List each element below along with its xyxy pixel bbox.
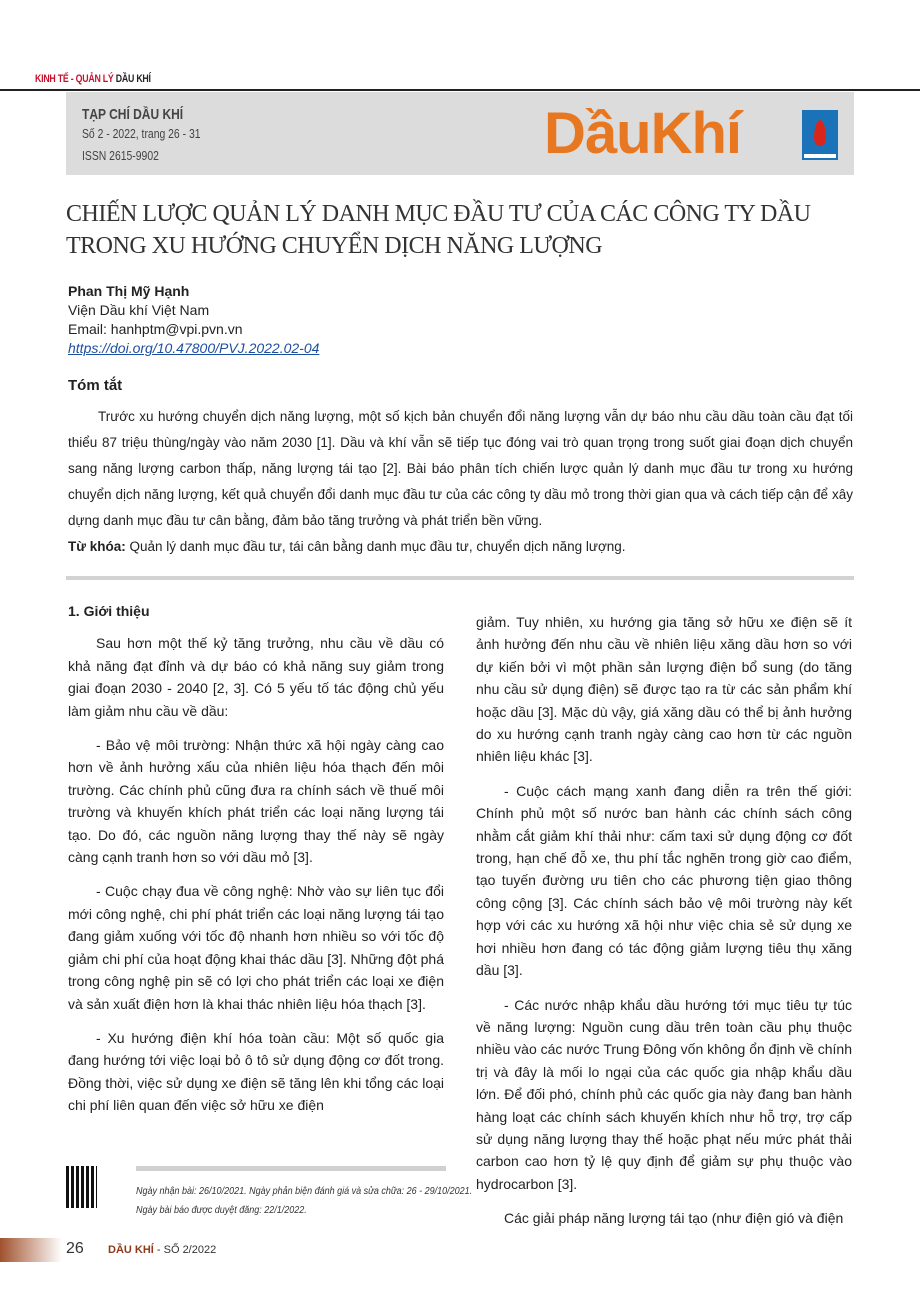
divider xyxy=(66,576,854,580)
issue-info: Số 2 - 2022, trang 26 - 31 xyxy=(82,126,201,141)
journal-banner xyxy=(66,92,854,175)
qr-code-icon xyxy=(66,1166,97,1208)
page-number: 26 xyxy=(66,1240,84,1257)
section-tag: KINH TẾ - QUẢN LÝ DẦU KHÍ xyxy=(35,73,151,85)
abstract-text: Trước xu hướng chuyển dịch năng lượng, một số kịch bản chuyển đổi năng lượng vẫn dự báo nhu cầu dầu toàn cầu đạt tối thiểu 87 triệu thùng/ngày vào năm 2030 [1]. Dầu và khí vẫn sẽ tiếp tục đóng vai trò quan trọng trong suốt giai đoạn dịch chuyển sang năng lượng carbon thấp, năng lượng tái tạo [2]. Bài báo phân tích chiến lược quản lý danh mục đầu tư trong xu hướng chuyển dịch năng lượng, kết quả chuyển đổi danh mục đầu tư của các công ty dầu mỏ trong thời gian qua và cách tiếp cận để xây dựng danh mục đầu tư cân bằng, đảm bảo tăng trưởng và phát triển bền vững. xyxy=(68,409,853,528)
paragraph: - Xu hướng điện khí hóa toàn cầu: Một số quốc gia đang hướng tới việc loại bỏ ô tô sử dụng động cơ đốt trong. Đồng thời, việc sử dụng xe điện sẽ tăng lên khi tổng các loại chi phí liên quan đến việc sở hữu xe điện xyxy=(68,1029,444,1114)
issn: ISSN 2615-9902 xyxy=(82,148,159,163)
journal-logo: DầuKhí xyxy=(544,101,741,166)
footer-journal: DẦU KHÍ - SỐ 2/2022 xyxy=(108,1244,217,1256)
section-heading: 1. Giới thiệu xyxy=(68,603,150,619)
abstract-heading: Tóm tắt xyxy=(68,377,123,394)
keywords: Từ khóa: Quản lý danh mục đầu tư, tái cân bằng danh mục đầu tư, chuyển dịch năng lượng. xyxy=(68,539,626,554)
journal-name: TẠP CHÍ DẦU KHÍ xyxy=(82,106,184,123)
author-block xyxy=(68,282,319,358)
paragraph: - Cuộc chạy đua về công nghệ: Nhờ vào sự liên tục đổi mới công nghệ, chi phí phát triển các loại năng lượng tái tạo đang giảm xuống với tốc độ nhanh hơn nhiều so với tốc độ giảm chi phí của hoạt động khai thác dầu [3]. Những đột phá trong công nghệ pin sẽ có lợi cho phát triển các loại xe điện và sản xuất điện hơn là khai thác nhiên liệu hóa thạch [3]. xyxy=(68,883,444,1012)
footnote: Ngày nhận bài: 26/10/2021. Ngày phản biện đánh giá và sửa chữa: 26 - 29/10/2021. Ngày bài báo được duyệt đăng: 22/1/2022. xyxy=(136,1186,473,1216)
paragraph: - Bảo vệ môi trường: Nhận thức xã hội ngày càng cao hơn về ảnh hưởng xấu của nhiên liệu hóa thạch đến môi trường. Các chính phủ cũng đưa ra chính sách về thuế môi trường và khuyến khích phát triển các loại năng lượng tái tạo. Do đó, các nguồn năng lượng thay thế này sẽ ngày càng cạnh tranh hơn so với dầu mỏ [3]. xyxy=(68,737,444,866)
right-column xyxy=(476,611,852,1242)
paragraph: - Các nước nhập khẩu dầu hướng tới mục tiêu tự túc về năng lượng: Nguồn cung dầu trên toàn cầu phụ thuộc nhiều vào các nước Trung Đông vốn không ổn định về chính trị và đây là mối lo ngại của các quốc gia nhập khẩu dầu lớn. Để đối phó, chính phủ các quốc gia này đang ban hành hàng loạt các chính sách khuyến khích như hỗ trợ, trợ cấp sử dụng năng lượng thay thế hoặc phạt nếu mức phát thải carbon cao hơn tỷ lệ quy định để giảm sự phụ thuộc vào hydrocarbon [3]. xyxy=(476,996,852,1192)
left-column xyxy=(68,600,444,1129)
paragraph: - Cuộc cách mạng xanh đang diễn ra trên thế giới: Chính phủ một số nước ban hành các chính sách công nhằm cắt giảm khí thải như: cấm taxi sử dụng động cơ đốt trong, hạn chế đỗ xe, thu phí tắc nghẽn trong giờ cao điểm, tạo tuyến đường ưu tiên cho các phương tiện giao thông công cộng [3]. Các chính sách bảo vệ môi trường này kết hợp với các xu hướng xã hội như việc chia sẻ sử dụng xe hơi nhiều hơn đang có tác động giảm lượng tiêu thụ xăng dầu [3]. xyxy=(476,782,852,979)
author-affiliation: Viện Dầu khí Việt Nam xyxy=(68,302,210,318)
paragraph: Các giải pháp năng lượng tái tạo (như điện gió và điện xyxy=(504,1210,844,1227)
article-title: CHIẾN LƯỢC QUẢN LÝ DANH MỤC ĐẦU TƯ CỦA CÁC CÔNG TY DẦU TRONG XU HƯỚNG CHUYỂN DỊCH NĂNG LƯỢNG xyxy=(66,201,811,259)
author-name: Phan Thị Mỹ Hạnh xyxy=(68,283,190,299)
paragraph: Sau hơn một thế kỷ tăng trưởng, nhu cầu về dầu có khả năng đạt đỉnh và dự báo có khả năng suy giảm trong giai đoạn 2030 - 2040 [2, 3]. Có 5 yếu tố tác động chủ yếu làm giảm nhu cầu về dầu: xyxy=(68,635,444,719)
doi-link[interactable]: https://doi.org/10.47800/PVJ.2022.02-04 xyxy=(68,340,320,356)
author-email: Email: hanhptm@vpi.pvn.vn xyxy=(68,321,243,337)
footer-decoration xyxy=(0,1238,62,1262)
paragraph: giảm. Tuy nhiên, xu hướng gia tăng sở hữu xe điện sẽ ít ảnh hưởng đến nhu cầu về nhiên liệu xăng dầu hơn so với dự kiến bởi vì một phần sản lượng điện bổ sung (do tăng nhu cầu sử dụng điện) sẽ được tạo ra từ các sản phẩm khí hoặc dầu [3]. Mặc dù vậy, giá xăng dầu có thể bị ảnh hưởng do xu hướng cạnh tranh ngày càng cao hơn từ các nguồn nhiên liệu khác [3]. xyxy=(476,614,852,765)
petrovietnam-flame-icon xyxy=(802,110,838,160)
divider xyxy=(136,1166,446,1171)
divider xyxy=(0,89,920,91)
